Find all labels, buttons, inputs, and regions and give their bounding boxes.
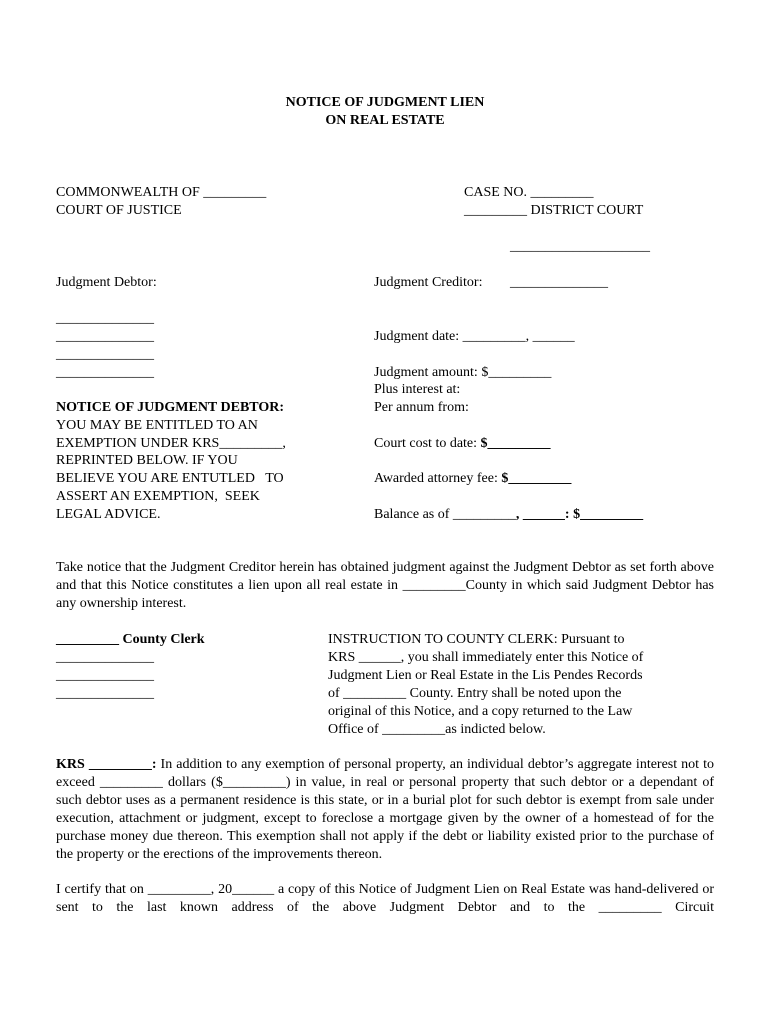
court-cost-value: $_________ — [480, 436, 551, 451]
instruction-line: KRS ______, you shall immediately enter this Notice of — [328, 650, 644, 665]
header-blank-line: ____________________ — [510, 239, 650, 254]
notice-heading: NOTICE OF JUDGMENT DEBTOR: — [56, 400, 285, 415]
krs-paragraph — [56, 756, 714, 864]
case-number: CASE NO. _________ — [464, 185, 594, 200]
balance-value: $_________ — [573, 507, 644, 522]
commonwealth-line: COMMONWEALTH OF _________ — [56, 185, 267, 200]
notice-line: EXEMPTION UNDER KRS_________, — [56, 436, 286, 451]
debtor-blank-line: ______________ — [56, 311, 154, 326]
plus-interest: Plus interest at: — [374, 382, 461, 397]
judgment-creditor-label: Judgment Creditor: — [374, 275, 483, 290]
notice-line: ASSERT AN EXEMPTION, SEEK — [56, 489, 260, 504]
instruction-line: original of this Notice, and a copy returned to the Law — [328, 704, 633, 719]
court-of-justice: COURT OF JUSTICE — [56, 203, 182, 218]
debtor-blank-line: ______________ — [56, 347, 154, 362]
instruction-line: of _________ County. Entry shall be noted upon the — [328, 686, 622, 701]
attorney-fee — [374, 470, 571, 488]
judgment-creditor-blank: ______________ — [510, 275, 608, 290]
debtor-blank-line: ______________ — [56, 329, 154, 344]
krs-heading: KRS _________: — [56, 757, 157, 772]
attorney-fee-label: Awarded attorney fee: — [374, 471, 502, 486]
attorney-fee-value: $_________ — [501, 471, 572, 486]
balance-separator: , ______: — [515, 507, 574, 522]
district-court: _________ DISTRICT COURT — [464, 203, 644, 218]
debtor-blank-line: ______________ — [56, 365, 154, 380]
balance-label: Balance as of _________ — [374, 507, 516, 522]
notice-line: REPRINTED BELOW. IF YOU — [56, 453, 238, 468]
notice-line: LEGAL ADVICE. — [56, 507, 161, 522]
county-clerk-label: _________ County Clerk — [56, 632, 205, 647]
clerk-blank-line: ______________ — [56, 650, 154, 665]
document-title-line2: ON REAL ESTATE — [325, 113, 445, 128]
instruction-line: INSTRUCTION TO COUNTY CLERK: Pursuant to — [328, 632, 625, 647]
notice-line: YOU MAY BE ENTITLED TO AN — [56, 418, 258, 433]
court-cost — [374, 435, 551, 453]
per-annum-from: Per annum from: — [374, 400, 469, 415]
krs-text: In addition to any exemption of personal property, an individual debtor’s aggregate interest not to exceed _________ dollars ($_________) in value, in real or personal property that such debtor or a dependant of such debtor uses as a permanent residence is this state, or in a burial plot for such debtor is exempt from sale under execution, attachment or judgment, except to foreclose a mortgage given by the owner of a homestead of for the purchase money due thereon. This exemption shall not apply if the debt or liability existed prior to the purchase of the property or the erections of the improvements thereon. — [56, 757, 715, 862]
document-title-line1: NOTICE OF JUDGMENT LIEN — [285, 95, 485, 110]
instruction-line: Judgment Lien or Real Estate in the Lis Pendes Records — [328, 668, 643, 683]
instruction-line: Office of _________as indicted below. — [328, 722, 546, 737]
notice-line: BELIEVE YOU ARE ENTUTLED TO — [56, 471, 284, 486]
judgment-debtor-label: Judgment Debtor: — [56, 275, 157, 290]
take-notice-paragraph: Take notice that the Judgment Creditor herein has obtained judgment against the Judgment Debtor as set forth above and that this Notice constitutes a lien upon all real estate in _________County in which said Judgment Debtor has any ownership interest. — [56, 560, 714, 611]
clerk-blank-line: ______________ — [56, 668, 154, 683]
balance-as-of — [374, 506, 643, 524]
judgment-date: Judgment date: _________, ______ — [374, 329, 575, 344]
clerk-blank-line: ______________ — [56, 686, 154, 701]
certify-paragraph: I certify that on _________, 20______ a copy of this Notice of Judgment Lien on Real Estate was hand-delivered or sent to the last known address of the above Judgment Debtor and to the _________ Circuit — [56, 882, 714, 915]
court-cost-label: Court cost to date: — [374, 436, 481, 451]
judgment-amount: Judgment amount: $_________ — [374, 365, 552, 380]
